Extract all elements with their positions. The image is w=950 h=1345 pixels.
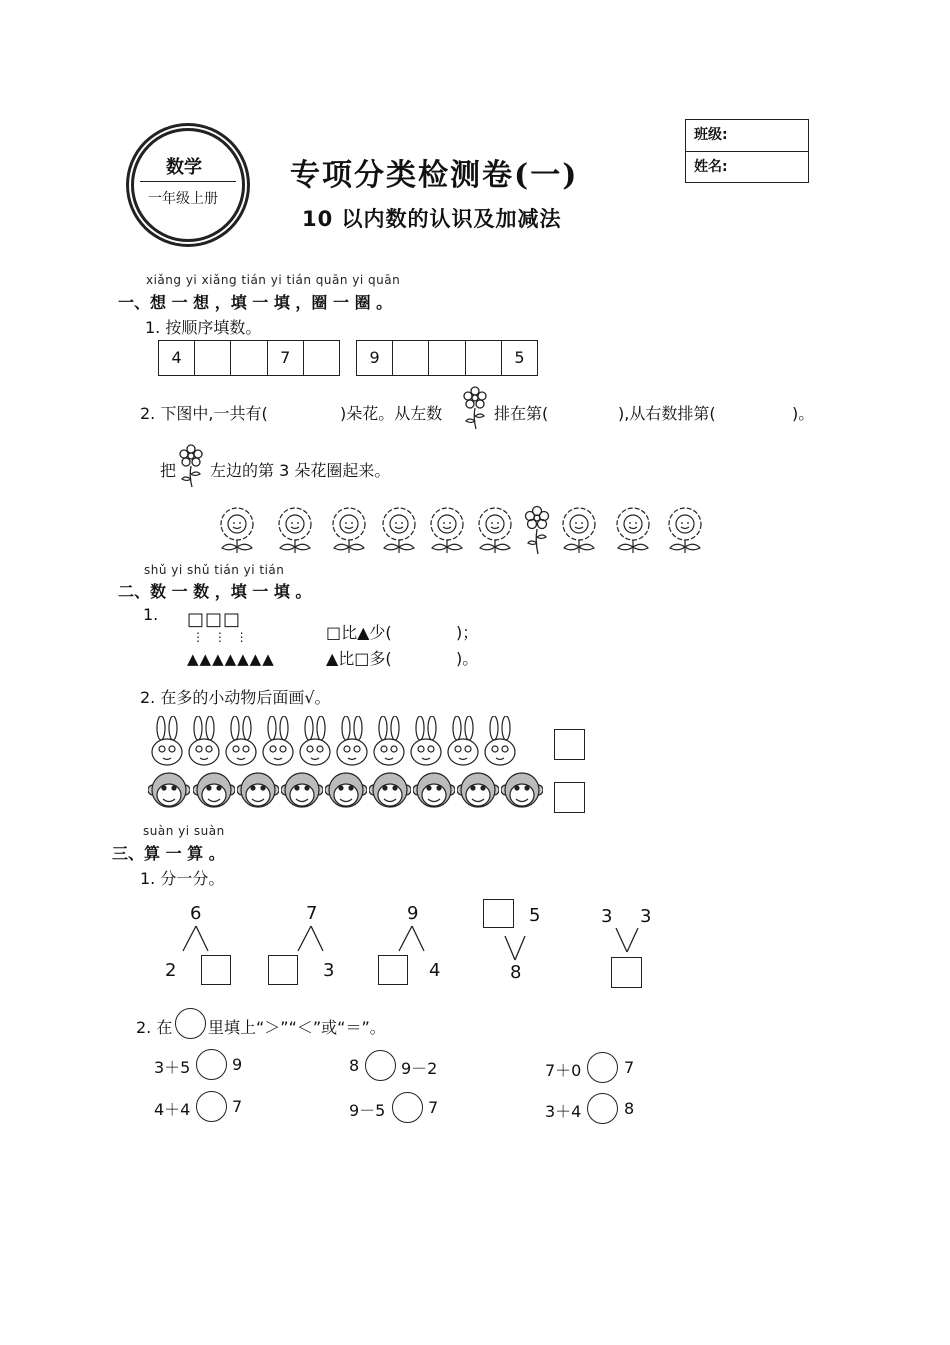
s1-q2-part-a: 2. 下图中,一共有( — [140, 404, 268, 423]
s1-q2-line2-a: 把 — [160, 461, 177, 480]
s3-q1-label: 1. 分一分。 — [140, 869, 225, 888]
badge-grade: 一年级上册 — [148, 191, 218, 207]
section3-pinyin: suàn yi suàn — [143, 824, 225, 838]
split-number: 9 — [407, 903, 419, 924]
triangles-row: ▲▲▲▲▲▲▲ — [187, 650, 275, 668]
squares-row: □□□ — [187, 609, 242, 630]
split-number: 3 — [601, 906, 613, 927]
split-number: 2 — [165, 960, 177, 981]
s3-q2-label-a: 2. 在 — [136, 1018, 173, 1037]
section2-pinyin: shǔ yi shǔ tián yi tián — [144, 563, 285, 577]
split-number: 3 — [323, 960, 335, 981]
seq1-cell: 7 — [268, 341, 304, 375]
compare-right: 8 — [624, 1099, 635, 1118]
split-number: 3 — [640, 906, 652, 927]
compare-left: 4＋4 — [154, 1100, 191, 1119]
s1-q2-part-e: )。 — [792, 404, 815, 423]
split-answer-box[interactable] — [483, 899, 514, 928]
compare-circle[interactable] — [365, 1050, 396, 1081]
cmp1-text-b: )； — [456, 623, 479, 642]
s1-q2-part-d: ),从右数排第( — [618, 404, 716, 423]
compare-circle[interactable] — [587, 1052, 618, 1083]
compare-left: 3＋5 — [154, 1058, 191, 1077]
circle-sample — [175, 1008, 206, 1039]
split-number: 6 — [190, 903, 202, 924]
compare-circle[interactable] — [196, 1091, 227, 1122]
s3-q2-label-b: 里填上“＞”“＜”或“＝”。 — [208, 1018, 386, 1037]
section2-heading: 二、数 一 数 ，填 一 填 。 — [118, 582, 312, 601]
compare-circle[interactable] — [392, 1092, 423, 1123]
compare-right: 7 — [428, 1098, 439, 1117]
s1-q2-part-b: )朵花。从左数 — [340, 404, 443, 423]
section1-pinyin: xiǎng yi xiǎng tián yi tián quān yi quān — [146, 273, 401, 287]
s1-q2-part-c: 排在第( — [494, 404, 549, 423]
s1-q1-label: 1. 按顺序填数。 — [145, 318, 262, 337]
seq2-cell: 9 — [357, 341, 393, 375]
compare-left: 8 — [349, 1056, 360, 1075]
split-number: 4 — [429, 960, 441, 981]
class-field[interactable]: 班级: — [686, 120, 808, 152]
badge-subject: 数学 — [166, 157, 202, 178]
cmp2-text-b: )。 — [456, 649, 479, 668]
compare-right: 7 — [624, 1058, 635, 1077]
split-number: 8 — [510, 962, 522, 983]
split-number: 7 — [306, 903, 318, 924]
compare-circle[interactable] — [196, 1049, 227, 1080]
compare-left: 9－5 — [349, 1101, 386, 1120]
compare-right: 7 — [232, 1097, 243, 1116]
seq1-cell: 4 — [159, 341, 195, 375]
split-number: 5 — [529, 905, 541, 926]
s1-q2-line2-b: 左边的第 3 朵花圈起来。 — [210, 461, 391, 480]
compare-circle[interactable] — [587, 1093, 618, 1124]
compare-right: 9－2 — [401, 1059, 438, 1078]
compare-left: 3＋4 — [545, 1102, 582, 1121]
compare-left: 7＋0 — [545, 1061, 582, 1080]
name-field[interactable]: 姓名: — [694, 159, 728, 175]
cmp2-text-a: ▲比□多( — [326, 649, 392, 668]
split-answer-box[interactable] — [268, 955, 298, 985]
cmp1-text-a: □比▲少( — [326, 623, 392, 642]
section3-heading: 三、算 一 算 。 — [112, 844, 225, 863]
seq2-cell: 5 — [514, 348, 525, 367]
page-subtitle: 10 以内数的认识及加减法 — [302, 207, 562, 231]
compare-right: 9 — [232, 1055, 243, 1074]
page-title: 专项分类检测卷(一) — [290, 158, 579, 193]
split-answer-box[interactable] — [611, 957, 642, 988]
section1-heading: 一、想 一 想 ，填 一 填 ，圈 一 圈 。 — [118, 293, 393, 312]
split-answer-box[interactable] — [201, 955, 231, 985]
dotted-lines: ⋮ ⋮ ⋮ — [192, 630, 251, 644]
s2-q2-label: 2. 在多的小动物后面画√。 — [140, 688, 331, 707]
s2-q1-label: 1. — [143, 605, 159, 624]
split-answer-box[interactable] — [378, 955, 408, 985]
